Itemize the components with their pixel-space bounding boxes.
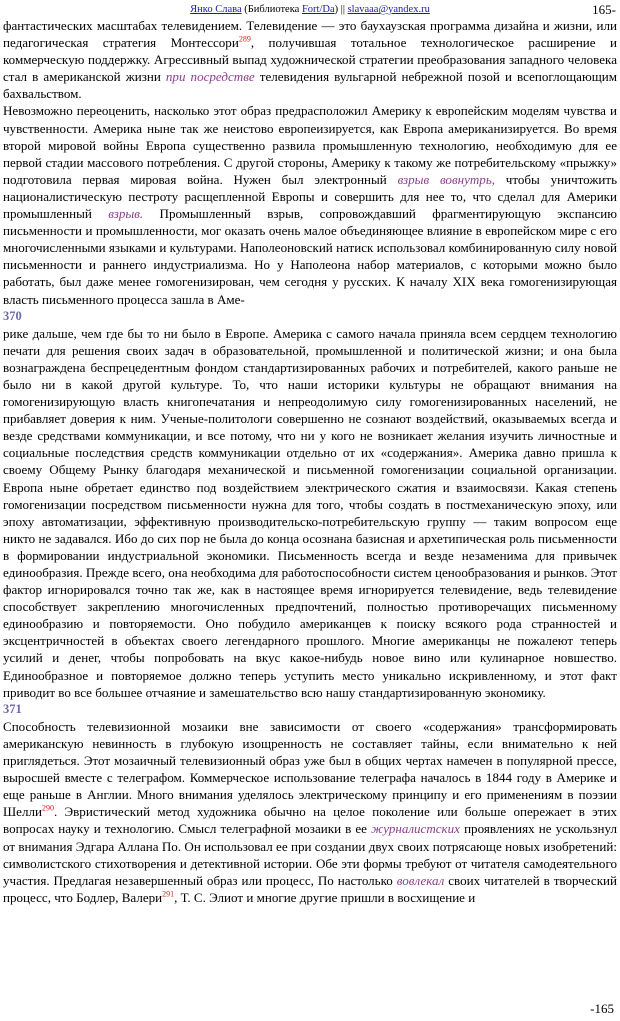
emphasis-text: взрыв. bbox=[108, 206, 144, 222]
email-link[interactable]: slavaaa@yandex.ru bbox=[347, 4, 430, 15]
text-run: , получившая тотальное технологическое расширение и коммерческую поддержку. Агрессивный выпад художнической стратегии преобразования западного человека стал в американской жизни bbox=[3, 35, 617, 85]
footnote-ref-290[interactable]: 290 bbox=[41, 803, 54, 813]
paragraph-2 bbox=[3, 102, 617, 307]
text-run: . Эвристический метод художника обычно на целое поколение или больше опережает в этих вопросах науку и технологию. Смысл телеграфной мозаики в ее bbox=[3, 804, 617, 837]
text-run: Способность телевизионной мозаики вне зависимости от своего «содержания» трансформировать американскую невинность в глубокую изощренность не составляет тайны, если внимательно к ней приглядеться. Этот мозаичный телевизионный образ уже был в общих чертах намечен в популярной прессе, выросшей вместе с телеграфом. Коммерческое использование телеграфа началось в 1844 году в Америке и еще раньше в Англии. Много внимания уделялось электрическому принципу и его применениям в поэзии Шелли bbox=[3, 718, 617, 820]
library-prefix: (Библиотека bbox=[241, 4, 302, 15]
paragraph-3: рике дальше, чем где бы то ни было в Европе. Америка с самого начала приняла всем сердцем технологию печати для решения своих задач в образовательной, промышленной и политической жизни; и она была вознаграждена беспрецедентным фондом стандартизированных рабочих и потребителей, какого раньше не было ни в какой другой культуре. То, что наши историки культуры не обращают внимания на гомогенизирующую власть книгопечатания и непреодолимую силу гомогенизированных населений, не прибавляет доверия к ним. Ученые-политологи совершенно не сознают воздействий, оказываемых всегда и везде средствами коммуникации, и все потому, что ни у кого не возникает желания изучить личностные и социальные последствия средств коммуникации отдельно от их «содержания». Америка давно пришла к своему Общему Рынку благодаря механической и письменной гомогенизации социальной организации. Европа ныне обретает единство под воздействием электрического сжатия и взаимосвязи. Какая степень гомогенизации посредством письменности нужна для того, чтобы создать в постмеханическую эпоху, или эпоху автоматизации, эффективную производительско-потребительскую группу — таким вопросом еще никто не задавался. Ибо до сих пор не была до конца осознана базисная и архетипическая роль письменности в формировании индустриальной экономики. Письменность всегда и везде незаменима для привычек единообразия. Прежде всего, она необходима для работоспособности систем ценообразования и рынков. Этот фактор игнорировался точно так же, как в настоящее время игнорируется телевидение, ведь телевидение способствует закреплению многочисленных предпочтений, полностью противоречащих письменному единообразию и повторяемости. Оно побудило американцев к поиску всякого рода странностей и эксцентричностей в объектах своего легендарного прошлого. Многие американцы не пожалеют теперь усилий и денег, чтобы попробовать на вкус какое-нибудь новое вино или кулинарное новшество. Единообразное и повторяемое должно теперь уступить место уникально искривленному, и этот факт приводит во все большее отчаяние и замешательство всю нашу стандартизированную экономику. bbox=[3, 325, 617, 700]
text-run: проявлениях не ускользнул от внимания Эдгара Аллана По. Он использовал ее при создании двух своих потрясающе новых изобретений: символистского стихотворения и детективной истории. Обе эти формы требуют от читателя самодеятельного участия. Предлагая незавершенный образ или процесс, По настолько bbox=[3, 821, 617, 888]
emphasis-text: при посредстве bbox=[165, 69, 255, 85]
paragraph-1 bbox=[3, 17, 617, 102]
text-run: Промышленный взрыв, сопровождавший фрагментирующую экспансию письменности и промышленности, мог оказать очень малое объединяющее влияние в европейском мире с его многочисленными языками и культурами. Наполеоновский натиск использовал комбинированную силу новой письменности и раннего индустриализма. Но у Наполеона набор материалов, с которыми можно было работать, был даже менее гомогенизирован, чем сегодня у русских. К началу XIX века гомогенизирующая власть письменного процесса зашла в Аме- bbox=[3, 206, 617, 307]
page-marker-371: 371 bbox=[3, 701, 22, 716]
emphasis-text: взрыв вовнутрь, bbox=[397, 171, 496, 187]
text-run: Невозможно переоценить, насколько этот образ предрасположил Америку к европейским моделям чувства и чувственности. Америка ныне так же неистово европеизируется, как Европа американизируется. Во время второй мировой войны Европа существенно развила промышленную технологию, необходимую для ее первой стадии массового потребления. С другой стороны, Америку к такому же потребительскому «прыжку» подготовила первая мировая война. Нужен был электронный bbox=[3, 103, 617, 187]
paragraph-4 bbox=[3, 718, 617, 906]
text-run: чтобы уничтожить националистическую пестроту расщепленной Европы и совершить для нее то, что сделал для Америки промышленный bbox=[3, 171, 618, 222]
text-run: , Т. С. Элиот и многие другие пришли в восхищение и bbox=[174, 889, 476, 905]
page-marker-370: 370 bbox=[3, 308, 22, 323]
author-link[interactable]: Янко Слава bbox=[190, 4, 242, 15]
footnote-ref-291[interactable]: 291 bbox=[162, 889, 175, 899]
text-run: телевидения вульгарной небрежной позой и всепоглощающим бахвальством. bbox=[3, 69, 617, 102]
page-body bbox=[3, 17, 617, 906]
header-citation bbox=[0, 4, 620, 15]
footnote-ref-289[interactable]: 289 bbox=[238, 34, 251, 44]
header-page-number: 165- bbox=[592, 2, 616, 17]
emphasis-text: журналистских bbox=[371, 821, 460, 837]
library-suffix: ) || bbox=[334, 4, 348, 15]
text-run: своих читателей в творческий процесс, что Бодлер, Валери bbox=[3, 872, 617, 905]
footer-page-number: -165 bbox=[590, 1001, 614, 1016]
emphasis-text: вовлекал bbox=[396, 872, 445, 888]
text-run: фантастических масштабах телевидением. Телевидение — это баухаузская программа дизайна и жизни, или педагогическая стратегия Монтессори bbox=[3, 18, 617, 51]
library-link[interactable]: Fort/Da bbox=[301, 4, 335, 15]
